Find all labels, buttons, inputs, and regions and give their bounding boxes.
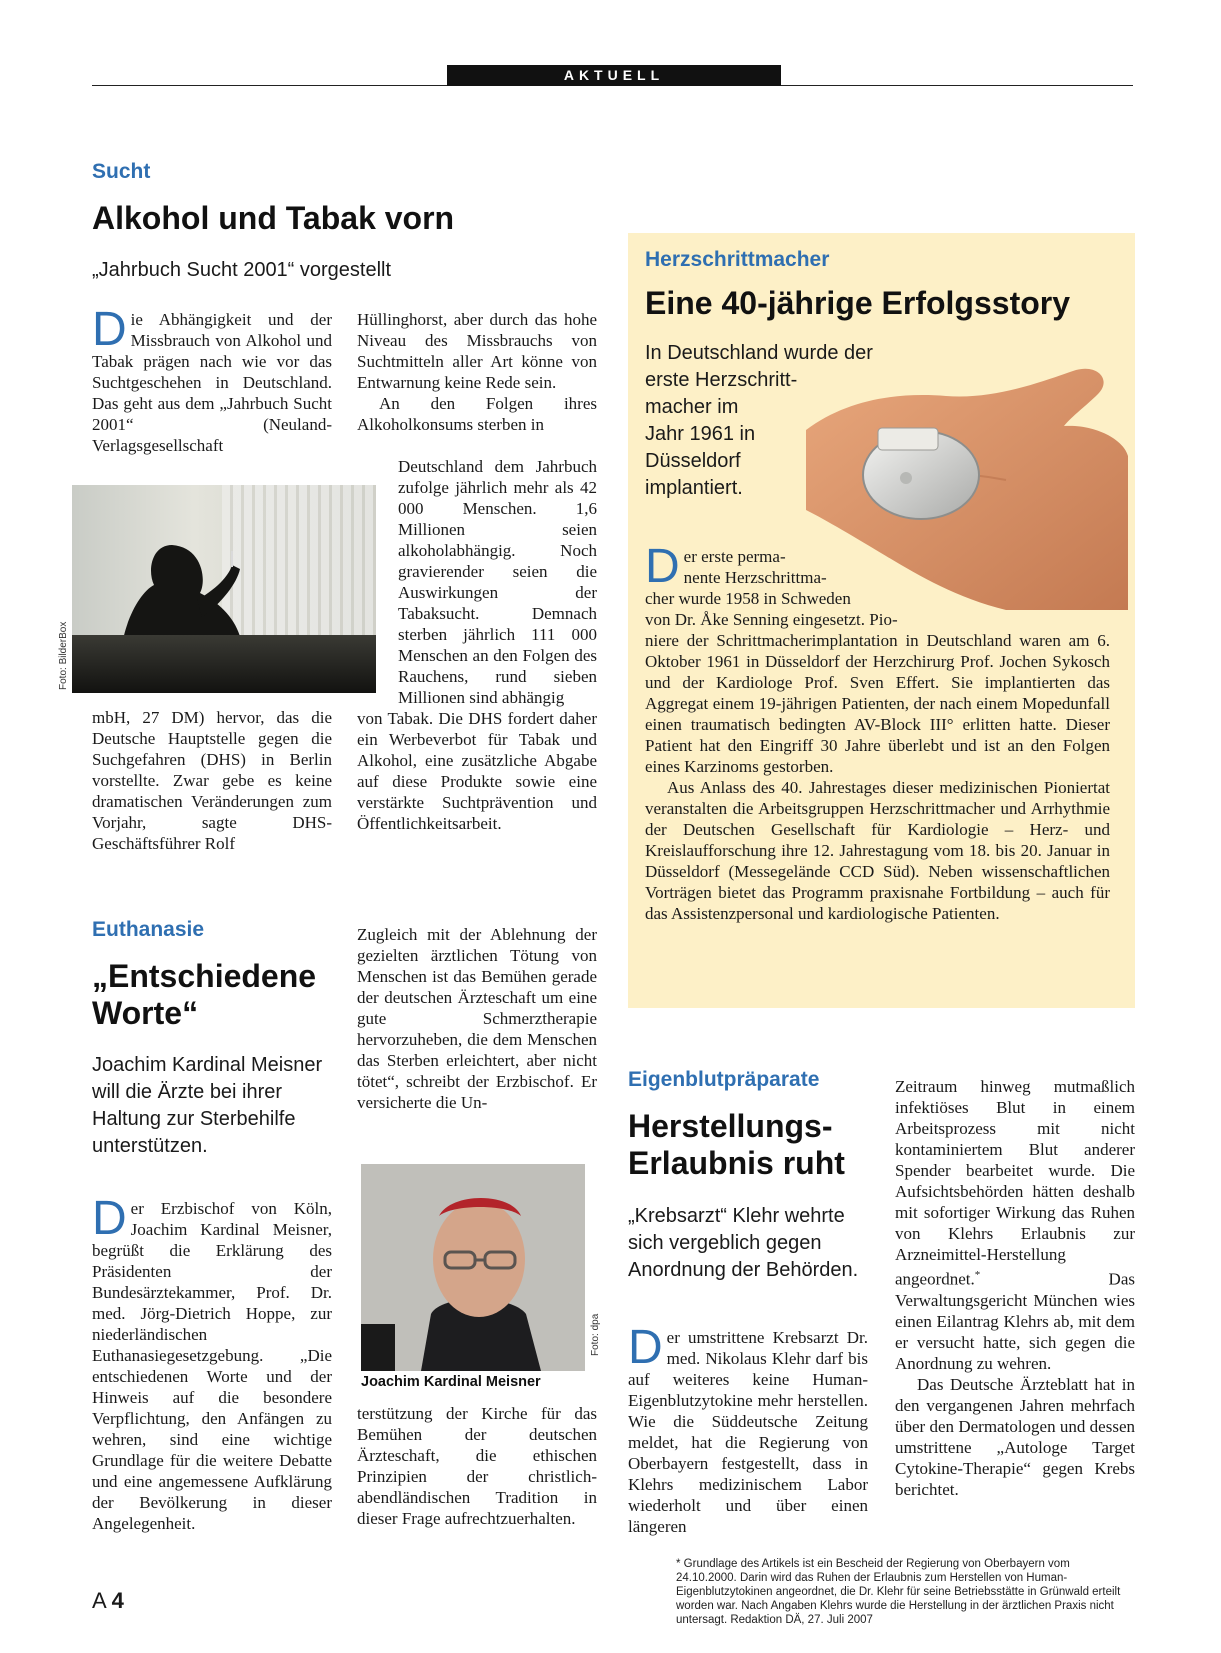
eigenblut-col1-text: er umstrittene Krebsarzt Dr. med. Nikolaus Klehr darf bis auf weiteres keine Human-Eigenblutzytokine mehr herstellen. Wie die Süddeutsche Zeitung meldet, hat die Regierung von Oberbayern festgestellt, dass in Klehrs medizinischem Labor wiederholt und über einen längeren <box>628 1328 868 1536</box>
herz-body <box>645 540 1110 924</box>
sucht-deck: „Jahrbuch Sucht 2001“ vorgestellt <box>92 259 392 281</box>
euthanasie-col1-text: er Erzbischof von Köln, Joachim Kardinal Meisner, begrüßt die Erklärung des Präsidenten der Bundesärztekammer, Prof. Dr. med. Jörg-Dietrich Hoppe, zur niederländischen Euthanasiegesetzgebung. „Die entschiedenen Worte und der Hinweis auf die besondere Verpflichtung, den Anfängen zu wehren, sind eine wichtige Grundlage für die weitere Debatte und eine angemessene Aufklärung der Bevölkerung in dieser Angelegenheit. <box>92 1199 332 1533</box>
eigenblut-kicker: Eigenblutpräparate <box>628 1068 820 1091</box>
dropcap: D <box>92 303 127 356</box>
sucht-col2-p1: Hüllinghorst, aber durch das hohe Niveau des Missbrauchs von Suchtmitteln aller Art könne von Entwarnung keine Rede sein. <box>357 310 597 392</box>
sucht-col1-bottom <box>92 707 332 854</box>
eigenblut-col2-p2: Das Deutsche Ärzteblatt hat in den vergangenen Jahren mehrfach über den Dermatologen und dessen umstrittene „Autologe Target Cytokine-Therapie“ gegen Krebs berichtet. <box>895 1374 1135 1499</box>
eigenblut-headline: Herstellungs-Erlaubnis ruht <box>628 1108 845 1181</box>
euthanasie-col2-top <box>357 924 597 1113</box>
euthanasie-col2-p1: Zugleich mit der Ablehnung der gezielten ärztlichen Tötung von Menschen ist das Bemühen gerade der deutschen Ärzteschaft um eine gute Schmerztherapie hervorzuheben, die dem Menschen das Sterben erleichtert, aber nicht tötet“, schreibt der Erzbischof. Er versicherte die Un- <box>357 925 597 1112</box>
page-number-value: 4 <box>111 1588 124 1613</box>
table-foreground <box>72 635 376 693</box>
euthanasie-col1 <box>92 1192 332 1534</box>
herz-deck-line: erste Herzschritt- <box>645 369 798 391</box>
eigenblut-col2-p1b: Das Verwaltungsgericht München wies einen Eilantrag Klehrs ab, mit dem er versucht hatte, sich gegen die Anordnung zu wehren. <box>895 1269 1135 1373</box>
photo-caption: Joachim Kardinal Meisner <box>361 1374 541 1390</box>
herz-intro-line: er erste perma- <box>683 547 786 566</box>
dropcap: D <box>628 1321 663 1374</box>
herz-intro-line: cher wurde 1958 in Schweden <box>645 589 851 608</box>
sucht-col2-narrow <box>398 456 597 708</box>
herz-headline: Eine 40-jährige Erfolgsstory <box>645 285 1071 321</box>
section-label: AKTUELL <box>447 65 781 86</box>
smoker-silhouette-photo <box>72 485 376 693</box>
sucht-col2-top <box>357 309 597 435</box>
herz-intro-line: von Dr. Åke Senning eingesetzt. Pio- <box>645 610 898 629</box>
eigenblut-deck: „Krebsarzt“ Klehr wehrte sich vergeblich gegen Anordnung der Behörden. <box>628 1205 859 1281</box>
eigenblut-col2 <box>895 1076 1135 1500</box>
sucht-col2-bottom <box>357 708 597 834</box>
euthanasie-photo-credit: Foto: dpa <box>590 1313 601 1356</box>
page-prefix: A <box>92 1588 106 1613</box>
sucht-col2-p2c: von Tabak. Die DHS fordert daher ein Werbeverbot für Tabak und Alkohol, eine zusätzliche Abgabe auf diese Produkte sowie eine verstärkte Suchtprävention und Öffentlichkeitsarbeit. <box>357 709 597 833</box>
euthanasie-kicker: Euthanasie <box>92 918 205 941</box>
eigenblut-col2-p1a: Zeitraum hinweg mutmaßlich infektiöses Blut in einem Arbeitsprozess mit nicht kontaminiertem Blut anderer Spender bearbeitet wurde. Die Aufsichtsbehörden hätten deshalb mit sofortiger Wirkung das Ruhen von Klehrs Erlaubnis zur Arzneimittel-Herstellung angeordnet. <box>895 1077 1135 1289</box>
herz-deck-line: Jahr 1961 in <box>645 423 756 445</box>
sucht-col1-text: ie Abhängigkeit und der Missbrauch von Alkohol und Tabak prägen nach wie vor das Suchtgeschehen in Deutschland. Das geht aus dem „Jahrbuch Sucht 2001“ (Neuland-Verlagsgesellschaft <box>92 310 332 455</box>
herz-p1: niere der Schrittmacherimplantation in Deutschland waren am 6. Oktober 1961 in Düsseldorf der Herzchirurg Prof. Jochen Sykosch und der Kardiologe Prof. Sven Effert. Sie implantierten das Aggregat einem 19-jährigen Patienten, der nach einem Mopedunfall einen traumatisch bedingten AV-Block III° erlitten hatte. Dieser Patient hat den Eingriff 30 Jahre überlebt und ist an den Folgen eines Karzinoms gestorben. <box>645 631 1110 776</box>
sucht-photo-credit: Foto: BilderBox <box>58 621 69 690</box>
sucht-col1-bottom-text: mbH, 27 DM) hervor, das die Deutsche Hauptstelle gegen die Suchgefahren (DHS) in Berlin vorstellte. Zwar gebe es keine dramatischen Veränderungen zum Vorjahr, sagte DHS-Geschäftsführer Rolf <box>92 708 332 853</box>
herz-deck-line: In Deutschland wurde der <box>645 342 873 364</box>
euthanasie-col2-bottom <box>357 1403 597 1529</box>
herz-intro-line: nente Herzschrittma- <box>683 568 827 587</box>
euthanasie-deck: Joachim Kardinal Meisner will die Ärzte bei ihrer Haltung zur Sterbehilfe unterstützen. <box>92 1054 323 1157</box>
euthanasie-headline: „Entschiedene Worte“ <box>92 958 317 1031</box>
sucht-col2-p2a: An den Folgen ihres Alkoholkonsums sterben in <box>357 394 597 434</box>
eigenblut-col1 <box>628 1321 868 1537</box>
sucht-col2-p2b: Deutschland dem Jahrbuch zufolge jährlich mehr als 42 000 Menschen. 1,6 Millionen seien alkoholabhängig. Noch gravierender seien die Auswirkungen der Tabaksucht. Demnach sterben jährlich 111 000 Menschen an den Folgen des Rauchens, rund sieben Millionen sind abhängig <box>398 457 597 707</box>
dropcap: D <box>645 540 680 593</box>
sucht-col1-top <box>92 303 332 456</box>
herz-deck-line: macher im <box>645 396 739 418</box>
footnote: * Grundlage des Artikels ist ein Bescheid der Regierung von Oberbayern vom 24.10.2000. Darin wird das Ruhen der Erlaubnis zum Herstellen von Human-Eigenblutzytokinen angeordnet, die Dr. Klehr für seine Betriebsstätte in Grünwald erteilt worden war. Nach Angaben Klehrs wurde die Herstellung in der ärztlichen Praxis nicht untersagt. Redaktion DÄ, 27. Juli 2007 <box>676 1558 1121 1626</box>
herz-kicker: Herzschrittmacher <box>645 248 830 271</box>
herz-deck-line: Düsseldorf <box>645 450 741 472</box>
sucht-headline: Alkohol und Tabak vorn <box>92 200 455 236</box>
dropcap: D <box>92 1192 127 1245</box>
cardinal-portrait-photo <box>361 1164 585 1371</box>
herz-p2: Aus Anlass des 40. Jahrestages dieser medizinischen Pioniertat veranstalten die Arbeitsgruppen Herzschrittmacher und Arrhythmie der Deutschen Gesellschaft für Kardiologie – Herz- und Kreislaufforschung ihre 12. Jahrestagung vom 18. bis 20. Januar in Düsseldorf (Messegelände CCD Süd). Neben wissenschaftlichen Vorträgen bietet das Programm praxisnahe Fortbildung – auch für das Assistenzpersonal und kardiologische Patienten. <box>645 778 1110 923</box>
cardinal-portrait <box>361 1164 585 1371</box>
sucht-kicker: Sucht <box>92 160 151 183</box>
herz-deck <box>645 340 905 502</box>
euthanasie-col2-p2: terstützung der Kirche für das Bemühen der deutschen Ärzteschaft, die ethischen Prinzipien der christlich-abendländischen Tradition in dieser Frage aufrechtzuerhalten. <box>357 1404 597 1528</box>
page-number <box>92 1588 124 1614</box>
herz-deck-line: implantiert. <box>645 477 743 499</box>
footnote-marker: * <box>974 1269 981 1281</box>
